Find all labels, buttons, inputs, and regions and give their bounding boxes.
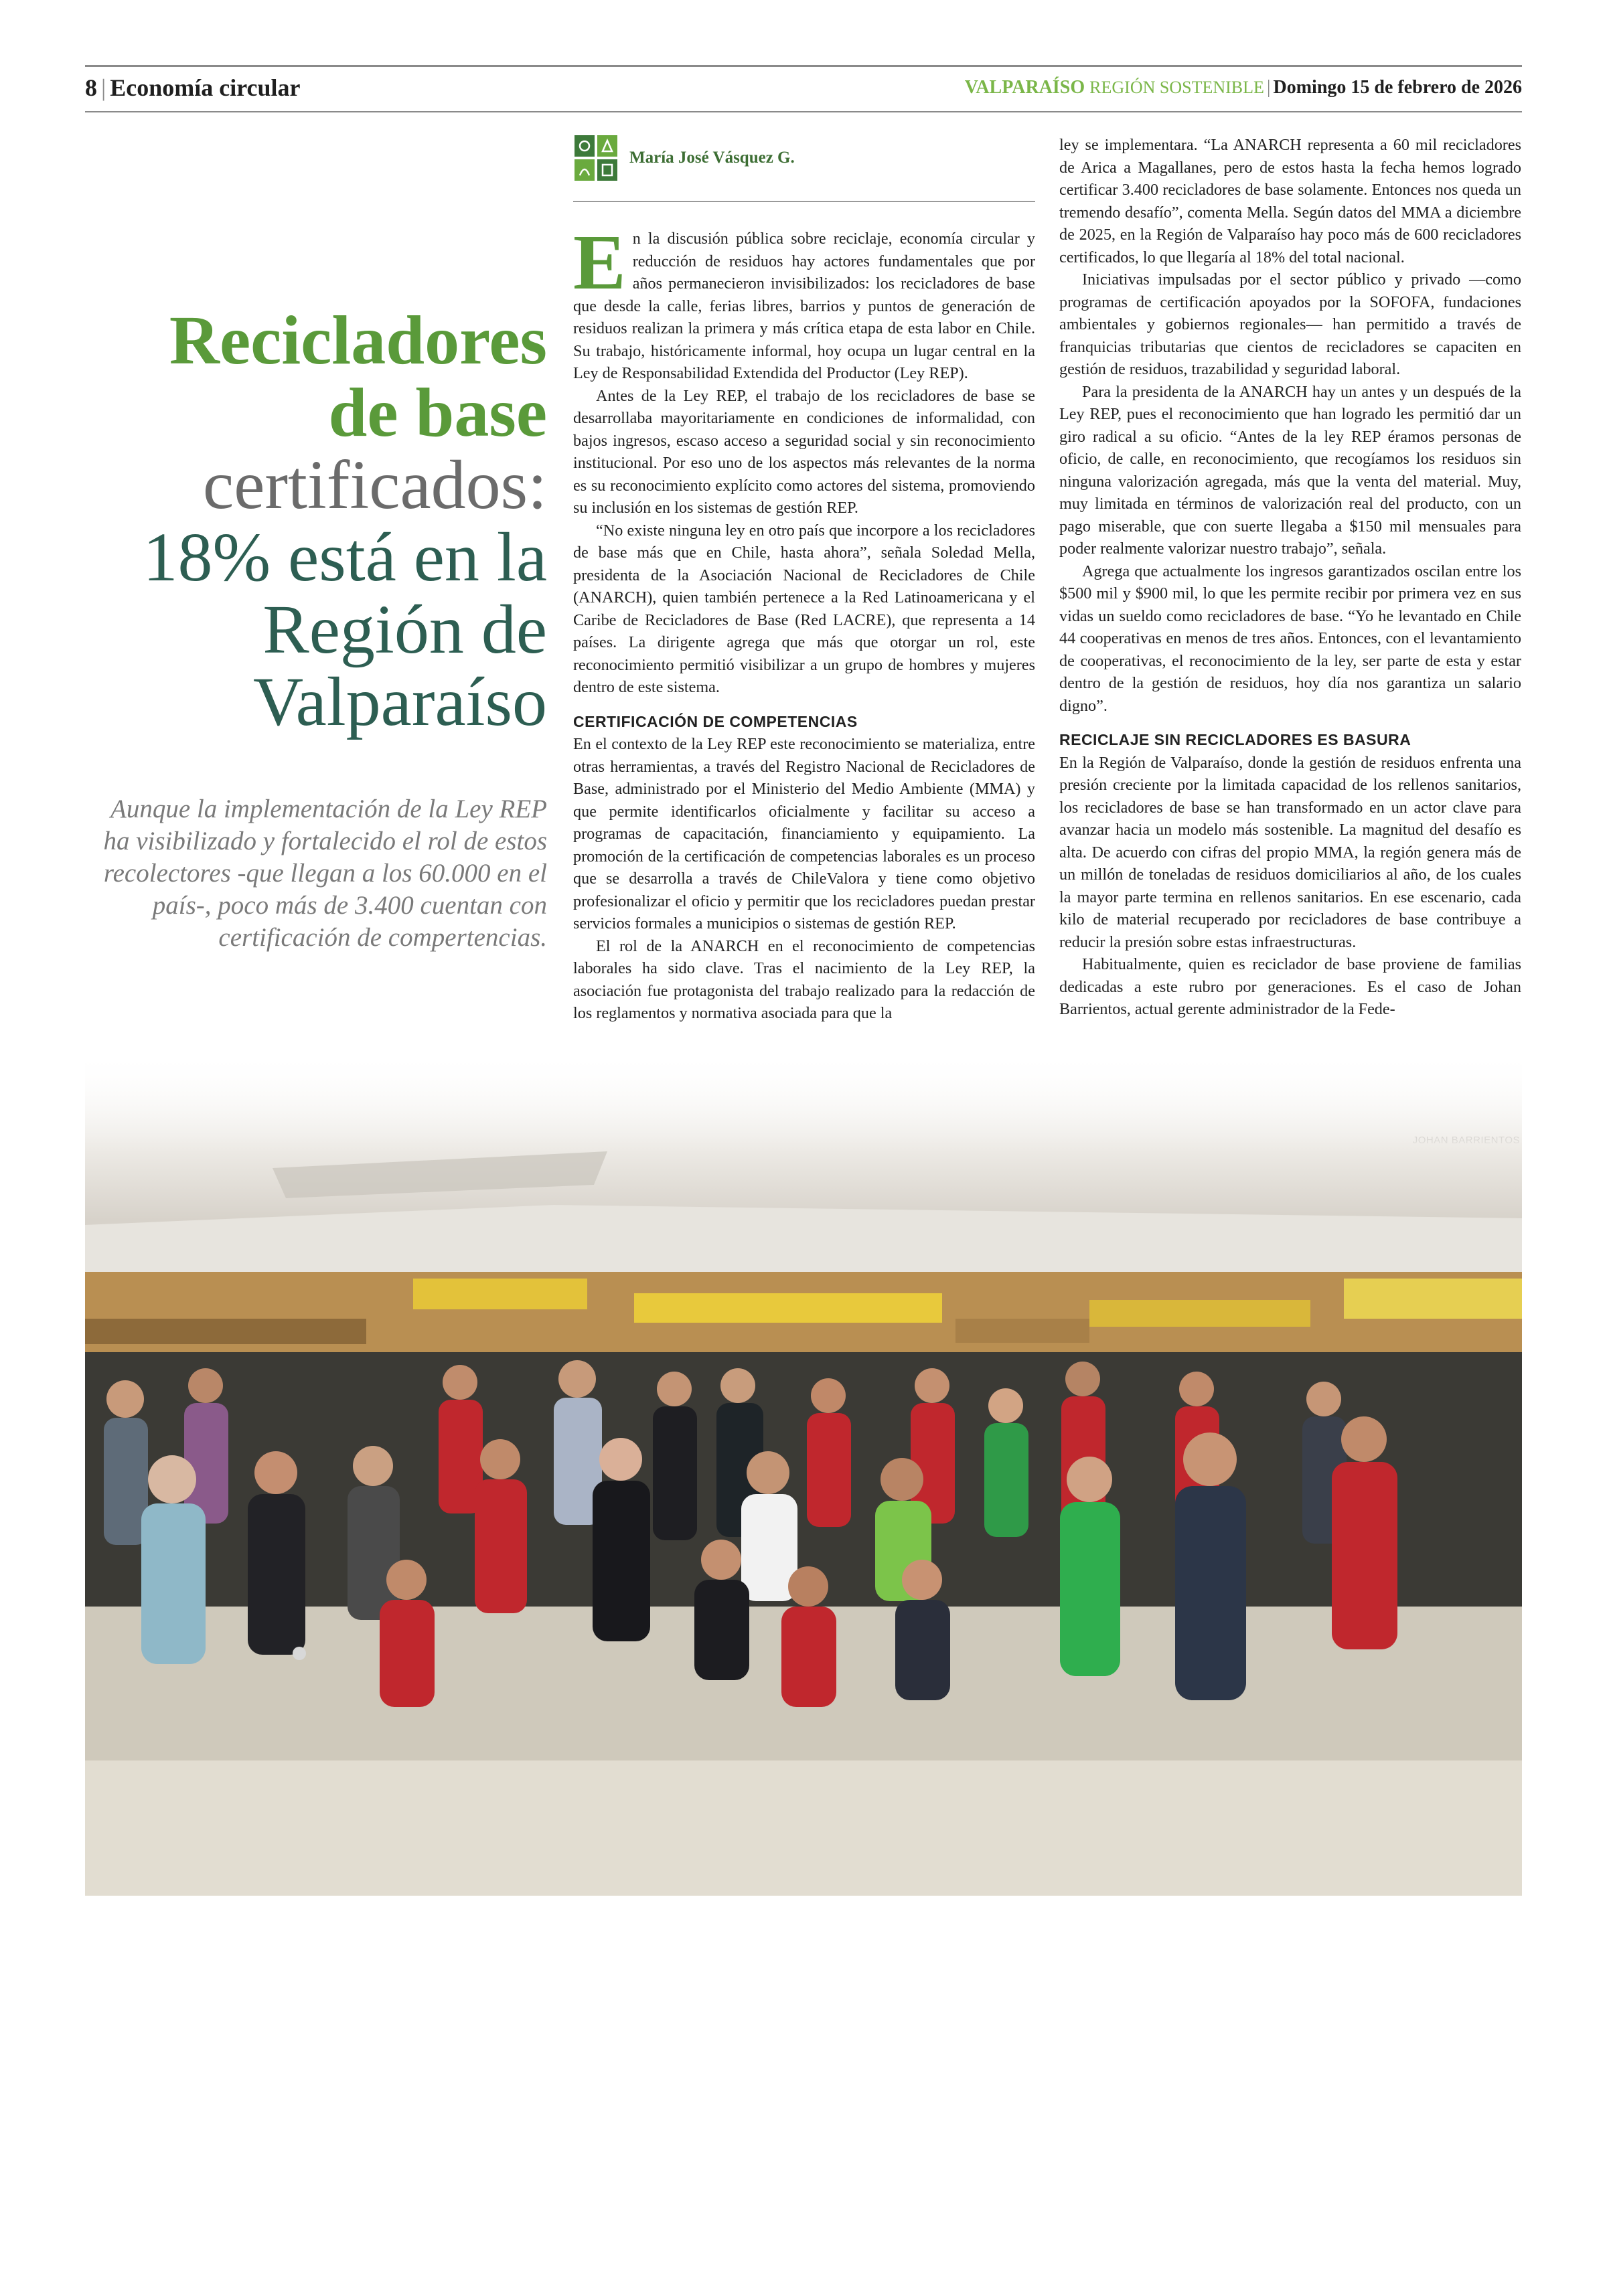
- paragraph-4: En el contexto de la Ley REP este reconocimiento se materializa, entre otras herramientas, a través del Registro Nacional de Recicladores de Base, administrado por el Ministerio del Medio Ambiente (MMA) y que permite identificarlos oficialmente y facilitar su acceso a programas de capacitación, financiamiento y equipamiento. La promoción de la certificación de competencias laborales es un proceso que se desarrolla a través de ChileValora y tiene como objetivo profesionalizar el oficio y permitir que los recicladores puedan prestar servicios formales a municipios o sistemas de gestión REP.: [573, 735, 1035, 932]
- headline-line-2: de base: [328, 374, 547, 451]
- group-photo: [85, 1051, 1522, 1896]
- paragraph-11: Habitualmente, quien es reciclador de base proviene de familias dedicadas a este rubro por generaciones. Es el caso de Johan Barrientos, actual gerente administrador de la Fede-: [1059, 955, 1521, 1018]
- headline-line-4: 18% está en la: [143, 519, 547, 596]
- headline: [85, 302, 547, 740]
- brand-name: VALPARAÍSO: [964, 77, 1085, 98]
- section-name: Economía circular: [110, 74, 301, 101]
- drop-cap: E: [573, 218, 626, 306]
- author-name: María José Vásquez G.: [629, 149, 795, 167]
- paragraph-2: Antes de la Ley REP, el trabajo de los recicladores de base se desarrollaba mayoritariamente en condiciones de informalidad, con bajos ingresos, escaso acceso a seguridad social y sin reconocimiento institucional. Por eso uno de los aspectos más relevantes de la norma es su reconocimiento explícito como actores del sistema, promoviendo su inclusión en los sistemas de gestión REP.: [573, 386, 1035, 517]
- paragraph-3: “No existe ninguna ley en otro país que incorpore a los recicladores de base más que en Chile, hasta ahora”, señala Soledad Mella, presidenta de la Asociación Nacional de Recicladores de Chile (ANARCH), quien también pertenece a la Red Latinoamericana y el Caribe de Recicladores de Base (Red LACRE), que representa a 14 países. La dirigente agrega que más que otorgar un rol, este reconocimiento permitió visibilizar a un grupo de hombres y mujeres dentro de este sistema.: [573, 521, 1035, 696]
- headline-line-1: Recicladores: [169, 302, 547, 379]
- recycling-logo-icon: [573, 134, 619, 182]
- headline-line-3: certificados:: [203, 446, 547, 523]
- header-bottom-rule: [85, 111, 1522, 112]
- subheading-reciclaje: RECICLAJE SIN RECICLADORES ES BASURA: [1059, 731, 1411, 748]
- paragraph-7: Iniciativas impulsadas por el sector público y privado —como programas de certificación apoyados por la SOFOFA, fundaciones ambientales y gobiernos regionales— han permitido a través de franquicias tributarias que cientos de recicladores se capaciten en gestión de residuos, trazabilidad y seguridad laboral.: [1059, 270, 1521, 378]
- headline-line-5: Región de: [262, 591, 547, 668]
- subheading-certificacion: CERTIFICACIÓN DE COMPETENCIAS: [573, 712, 858, 730]
- paragraph-6: ley se implementara. “La ANARCH representa a 60 mil recicladores de Arica a Magallanes, pero de estos hasta la fecha hemos logrado certificar 3.400 recicladores de base solamente. Entonces nos queda un tremendo desafío”, comenta Mella. Según datos del MMA a diciembre de 2025, en la Región de Valparaíso hay poco más de 600 recicladores certificados, lo que llegaría al 18% del total nacional.: [1059, 136, 1521, 266]
- article-deck: Aunque la implementación de la Ley REP ha visibilizado y fortalecido el rol de estos recolectores -que llegan a los 60.000 en el país-, poco más de 3.400 cuentan con certificación de compertencias.: [103, 795, 547, 952]
- brand-subtitle: REGIÓN SOSTENIBLE: [1089, 78, 1264, 97]
- page-header-right: VALPARAÍSO REGIÓN SOSTENIBLE | Domingo 15 de febrero de 2026: [964, 77, 1522, 98]
- paragraph-1: En la discusión pública sobre reciclaje, economía circular y reducción de residuos hay actores fundamentales que por años permanecieron invisibilizados: los recicladores de base que desde la calle, ferias libres, barrios y puntos de generación de residuos realizan la primera y más crítica etapa de esta labor en Chile. Su trabajo, históricamente informal, hoy ocupa un lugar central en la Ley de Responsabilidad Extendida del Productor (Ley REP).: [573, 218, 1035, 382]
- page-number: 8: [85, 74, 97, 101]
- paragraph-5: El rol de la ANARCH en el reconocimiento de competencias laborales ha sido clave. Tras el nacimiento de la Ley REP, la asociación fue protagonista del trabajo realizado para la redacción de los reglamentos y normativa asociada para que la: [573, 936, 1035, 1022]
- paragraph-10: En la Región de Valparaíso, donde la gestión de residuos enfrenta una presión creciente por la limitada capacidad de los rellenos sanitarios, los recicladores de base se han transformado en un actor clave para avanzar hacia un modelo más sostenible. La magnitud del desafío es alta. De acuerdo con cifras del propio MMA, la región genera más de un millón de toneladas de residuos domiciliarios al año, de los cuales la mayor parte termina en rellenos sanitarios. En ese escenario, cada kilo de material recuperado por recicladores de base contribuye a reducir la presión sobre estas infraestructuras.: [1059, 753, 1521, 951]
- issue-date: Domingo 15 de febrero de 2026: [1273, 77, 1522, 98]
- article-column-1: [573, 218, 1035, 1025]
- page-header-left: 8 | Economía circular: [85, 74, 301, 101]
- byline: [573, 134, 1035, 202]
- article-column-2: [1059, 134, 1521, 1021]
- paragraph-9: Agrega que actualmente los ingresos garantizados oscilan entre los $500 mil y $900 mil, lo que les permite recibir por primera vez en sus vidas un sueldo como recicladores de base. “Yo he levantado en Chile 44 cooperativas en menos de tres años. Entonces, con el levantamiento de cooperativas, el reconocimiento de la ley, ser parte de esta y estar dentro de la gestión de residuos, hoy día nos garantiza un salario digno”.: [1059, 562, 1521, 715]
- headline-line-6: Valparaíso: [253, 663, 547, 740]
- header-top-rule: [85, 65, 1522, 67]
- paragraph-8: Para la presidenta de la ANARCH hay un antes y un después de la Ley REP, pues el reconocimiento que han logrado les permitió dar un giro radical a su oficio. “Antes de la ley REP éramos personas de oficio, de calle, en reconocimiento, que recogíamos los residuos sin ninguna valorización agregada, más que la venta del material. Muy, muy limitada en términos de valorización real del producto, con un pago miserable, que con suerte llegaba a $150 mil mensuales para poder realmente valorizar nuestro trabajo”, señala.: [1059, 382, 1521, 558]
